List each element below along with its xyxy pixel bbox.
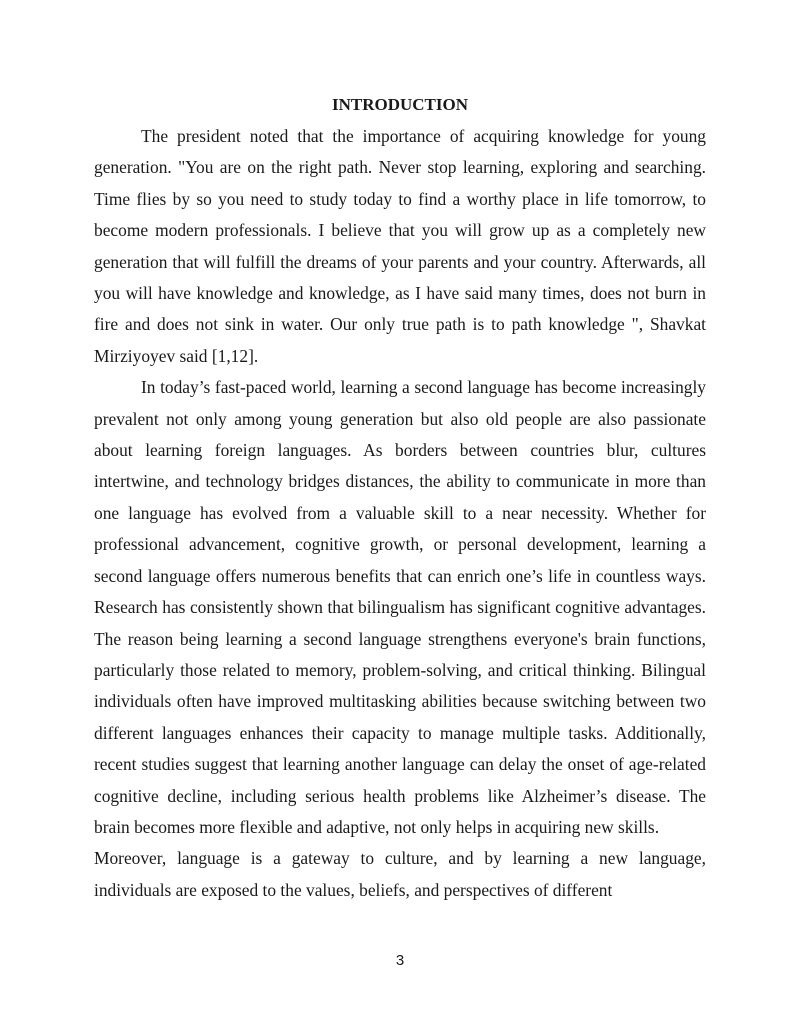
body-text bbox=[94, 121, 706, 906]
paragraph-culture: Moreover, language is a gateway to culture, and by learning a new language, individuals are exposed to the values, beliefs, and perspectives of different bbox=[94, 848, 706, 900]
page-number: 3 bbox=[395, 952, 405, 969]
paragraph-bilingualism: In today’s fast-paced world, learning a second language has become increasingly prevalent not only among young generation but also old people are also passionate about learning foreign languages. As borders between countries blur, cultures intertwine, and technology bridges distances, the ability to communicate in more than one language has evolved from a valuable skill to a near necessity. Whether for professional advancement, cognitive growth, or personal development, learning a second language offers numerous benefits that can enrich one’s life in countless ways. Research has consistently shown that bilingualism has significant cognitive advantages. The reason being learning a second language strengthens everyone's brain functions, particularly those related to memory, problem-solving, and critical thinking. Bilingual individuals often have improved multitasking abilities because switching between two different languages enhances their capacity to manage multiple tasks. Additionally, recent studies suggest that learning another language can delay the onset of age-related cognitive decline, including serious health problems like Alzheimer’s disease. The brain becomes more flexible and adaptive, not only helps in acquiring new skills. bbox=[94, 377, 706, 837]
paragraph-president-quote: The president noted that the importance of acquiring knowledge for young generation. "You are on the right path. Never stop learning, exploring and searching. Time flies by so you need to study today to find a worthy place in life tomorrow, to become modern professionals. I believe that you will grow up as a completely new generation that will fulfill the dreams of your parents and your country. Afterwards, all you will have knowledge and knowledge, as I have said many times, does not burn in fire and does not sink in water. Our only true path is to path knowledge ", Shavkat Mirziyoyev said [1,12]. bbox=[94, 126, 706, 366]
section-heading: INTRODUCTION bbox=[331, 95, 469, 114]
